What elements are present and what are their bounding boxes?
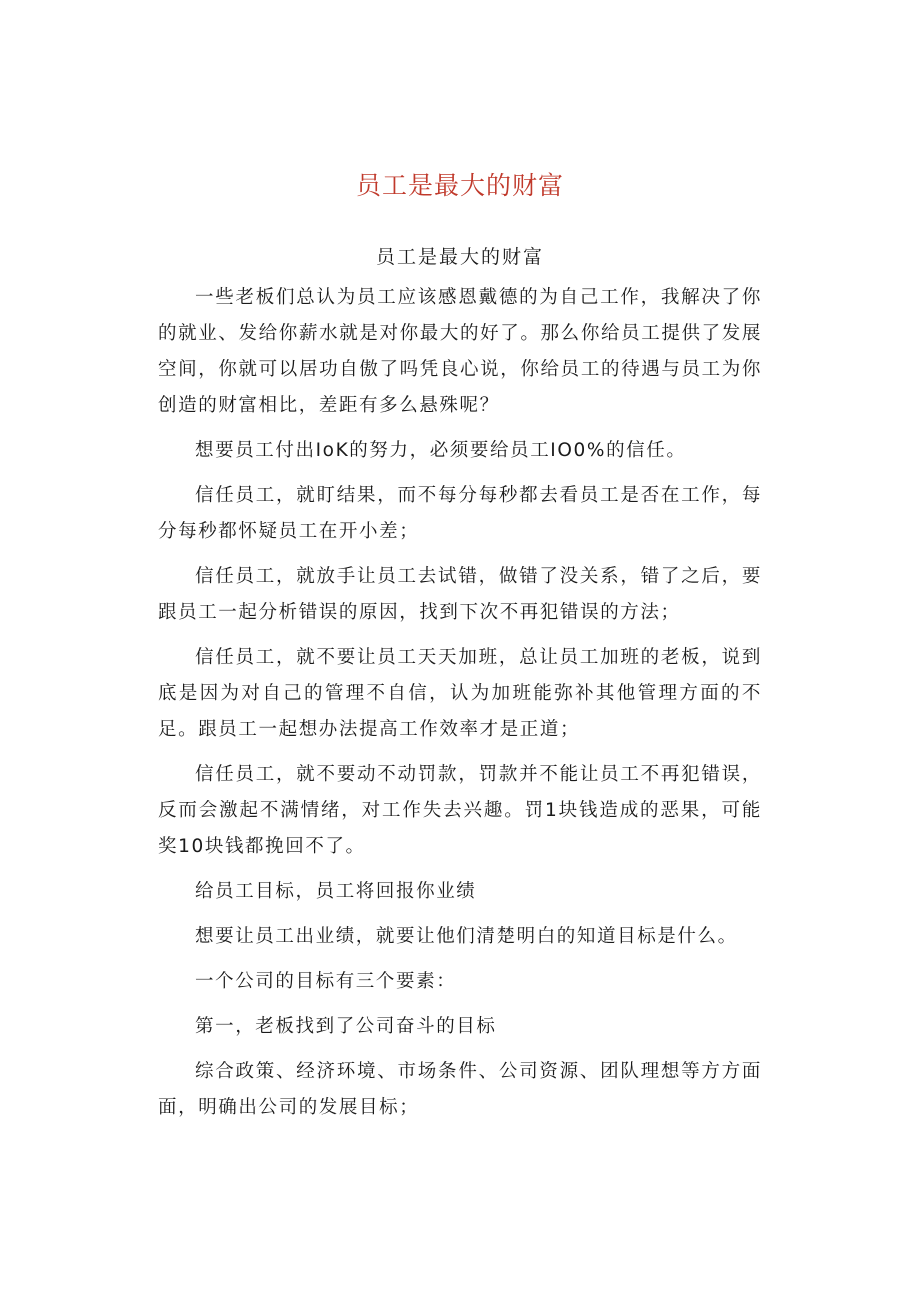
- paragraph: 想要让员工出业绩，就要让他们清楚明白的知道目标是什么。: [195, 926, 738, 947]
- document-title: 员工是最大的财富: [355, 171, 564, 200]
- document-body: [158, 280, 762, 1135]
- paragraph: 一个公司的目标有三个要素：: [195, 971, 457, 992]
- paragraph: 信任员工，就不要让员工天天加班，总让员工加班的老板，说到底是因为对自己的管理不自信，认为加班能弥补其他管理方面的不足。跟员工一起想办法提高工作效率才是正道；: [158, 647, 762, 740]
- paragraph: 信任员工，就放手让员工去试错，做错了没关系，错了之后，要跟员工一起分析错误的原因，找到下次不再犯错误的方法；: [158, 566, 762, 623]
- paragraph: 综合政策、经济环境、市场条件、公司资源、团队理想等方方面面，明确出公司的发展目标；: [158, 1061, 762, 1118]
- paragraph: 想要员工付出IoK的努力，必须要给员工IO0%的信任。: [195, 440, 687, 461]
- paragraph: 信任员工，就不要动不动罚款，罚款并不能让员工不再犯错误，反而会激起不满情绪，对工作失去兴趣。罚1块钱造成的恶果，可能奖10块钱都挽回不了。: [158, 764, 762, 857]
- paragraph: 信任员工，就盯结果，而不每分每秒都去看员工是否在工作，每分每秒都怀疑员工在开小差；: [158, 485, 762, 542]
- paragraph: 第一，老板找到了公司奋斗的目标: [195, 1016, 497, 1037]
- document-subtitle: 员工是最大的财富: [375, 246, 544, 268]
- paragraph: 给员工目标，员工将回报你业绩: [195, 881, 477, 902]
- paragraph: 一些老板们总认为员工应该感恩戴德的为自己工作，我解决了你的就业、发给你薪水就是对你最大的好了。那么你给员工提供了发展空间，你就可以居功自傲了吗凭良心说，你给员工的待遇与员工为你创造的财富相比，差距有多么悬殊呢？: [158, 287, 762, 416]
